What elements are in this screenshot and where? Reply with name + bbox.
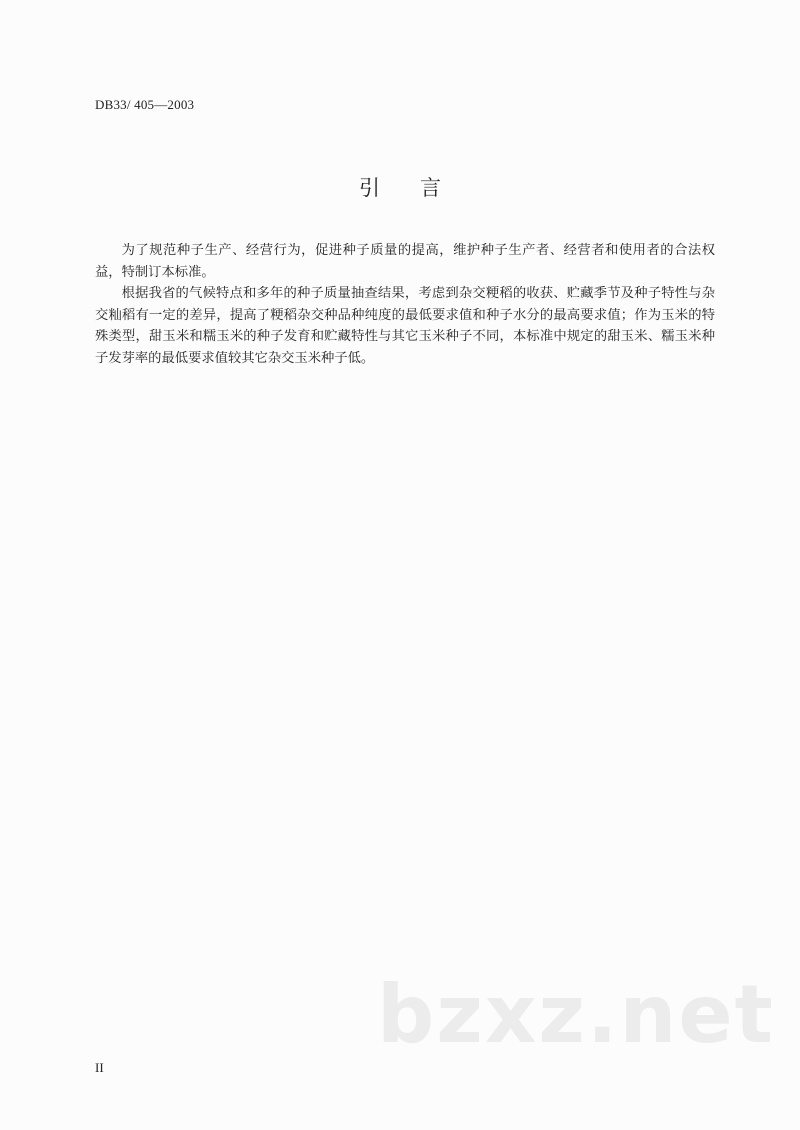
paragraph: 为了规范种子生产、经营行为，促进种子质量的提高，维护种子生产者、经营者和使用者的合法权益，特制订本标准。: [95, 243, 715, 280]
page-number: II: [95, 1060, 104, 1075]
page-title: 引言: [359, 176, 481, 200]
watermark: bzxz.net: [377, 968, 775, 1061]
document-code: DB33/ 405—2003: [95, 97, 195, 112]
body-text: [95, 240, 715, 369]
paragraph: 根据我省的气候特点和多年的种子质量抽查结果，考虑到杂交粳稻的收获、贮藏季节及种子特性与杂交籼稻有一定的差异，提高了粳稻杂交种品种纯度的最低要求值和种子水分的最高要求值；作为玉米的特殊类型，甜玉米和糯玉米的种子发育和贮藏特性与其它玉米种子不同，本标准中规定的甜玉米、糯玉米种子发芽率的最低要求值较其它杂交玉米种子低。: [95, 286, 715, 366]
